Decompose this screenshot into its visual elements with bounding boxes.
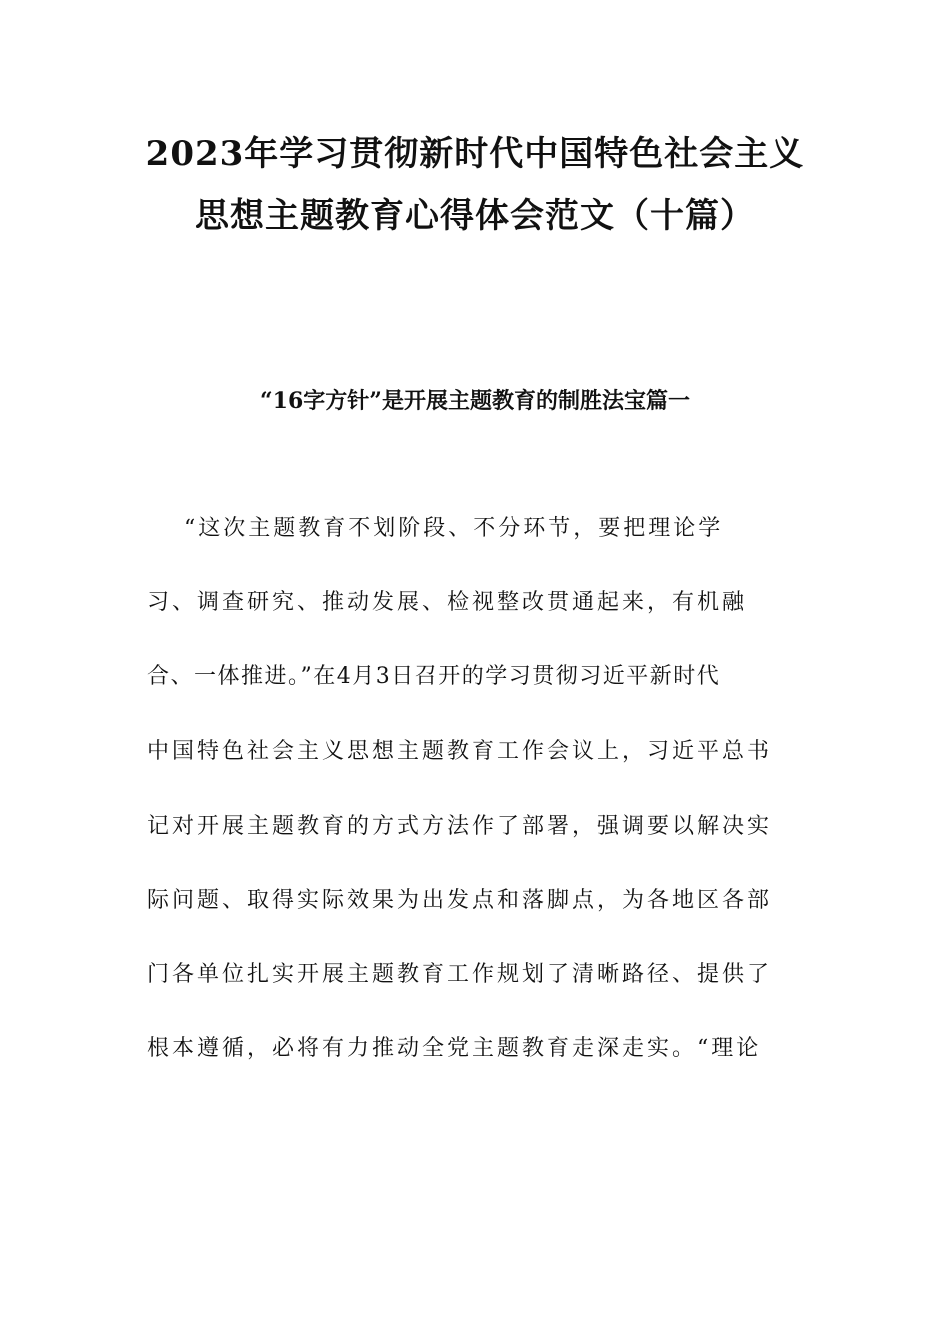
document-title-line-2: 思想主题教育心得体会范文（十篇） <box>195 196 755 236</box>
body-line-8: 根本遵循，必将有力推动全党主题教育走深走实。“理论 <box>147 1036 762 1061</box>
body-line-6: 际问题、取得实际效果为出发点和落脚点，为各地区各部 <box>147 888 773 913</box>
body-line-5: 记对开展主题教育的方式方法作了部署，强调要以解决实 <box>147 814 773 839</box>
body-line-4: 中国特色社会主义思想主题教育工作会议上，习近平总书 <box>147 739 773 764</box>
body-line-2: 习、调查研究、推动发展、检视整改贯通起来，有机融 <box>147 590 748 615</box>
body-line-1: “这次主题教育不划阶段、不分环节，要把理论学 <box>184 516 724 541</box>
section-heading: “16字方针”是开展主题教育的制胜法宝篇一 <box>260 388 690 414</box>
body-line-3: 合、一体推进。”在4月3日召开的学习贯彻习近平新时代 <box>147 664 721 689</box>
document-title-line-1: 2023年学习贯彻新时代中国特色社会主义 <box>145 134 805 174</box>
body-line-7: 门各单位扎实开展主题教育工作规划了清晰路径、提供了 <box>147 962 773 987</box>
